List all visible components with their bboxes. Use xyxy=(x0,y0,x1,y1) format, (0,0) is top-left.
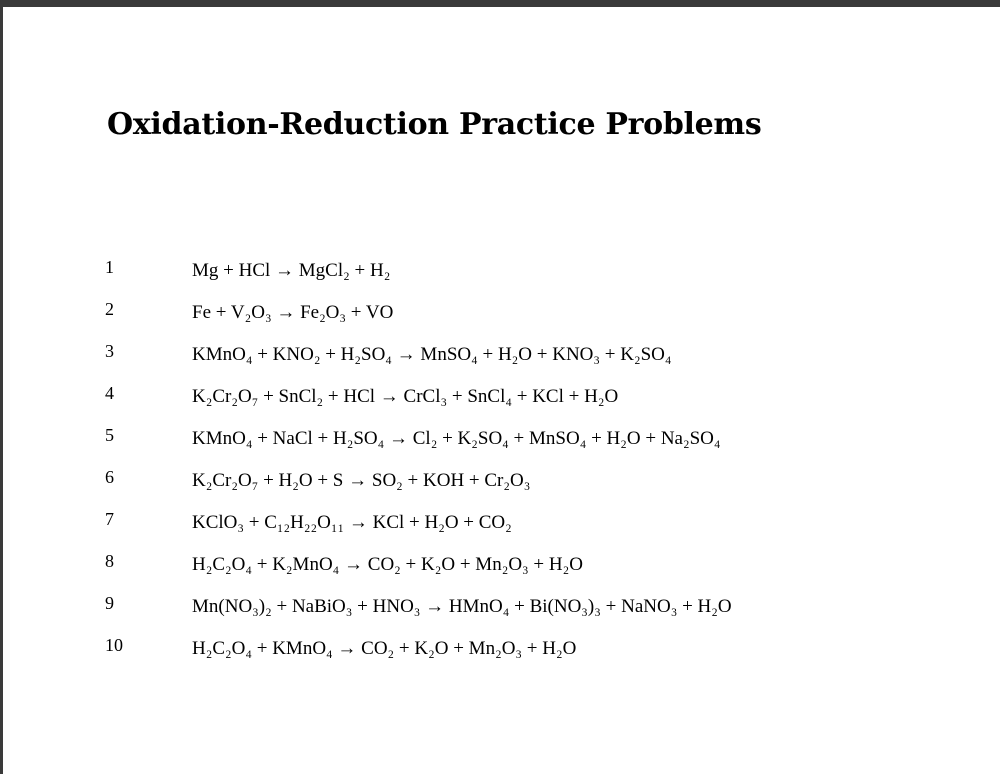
problem-equation: H₂C₂O₄ + KMnO₄ → CO₂ + K₂O + Mn₂O₃ + H₂O xyxy=(192,638,577,659)
problem-row-4 xyxy=(3,383,1000,425)
problem-row-7 xyxy=(3,509,1000,551)
problem-equation: K₂Cr₂O₇ + H₂O + S → SO₂ + KOH + Cr₂O₃ xyxy=(192,470,531,491)
problem-number: 5 xyxy=(105,425,114,445)
problem-row-5 xyxy=(3,425,1000,467)
problem-row-3 xyxy=(3,341,1000,383)
problem-number: 9 xyxy=(105,593,114,613)
problem-number: 10 xyxy=(105,635,123,655)
problem-number: 7 xyxy=(105,509,114,529)
problem-row-9 xyxy=(3,593,1000,635)
problem-equation: KMnO₄ + KNO₂ + H₂SO₄ → MnSO₄ + H₂O + KNO₃ + K₂SO₄ xyxy=(192,344,672,365)
problem-equation: H₂C₂O₄ + K₂MnO₄ → CO₂ + K₂O + Mn₂O₃ + H₂O xyxy=(192,554,583,575)
problem-equation: Mg + HCl → MgCl₂ + H₂ xyxy=(192,260,391,281)
problem-equation: K₂Cr₂O₇ + SnCl₂ + HCl → CrCl₃ + SnCl₄ + KCl + H₂O xyxy=(192,386,619,407)
problem-row-1 xyxy=(3,257,1000,299)
problem-equation: KClO₃ + C₁₂H₂₂O₁₁ → KCl + H₂O + CO₂ xyxy=(192,512,512,533)
problem-row-8 xyxy=(3,551,1000,593)
problem-number: 6 xyxy=(105,467,114,487)
problem-number: 8 xyxy=(105,551,114,571)
problem-number: 3 xyxy=(105,341,114,361)
problem-list xyxy=(3,257,1000,677)
problem-number: 4 xyxy=(105,383,114,403)
document-page xyxy=(3,7,1000,774)
page-title: Oxidation-Reduction Practice Problems xyxy=(107,107,762,142)
problem-row-6 xyxy=(3,467,1000,509)
problem-row-10 xyxy=(3,635,1000,677)
problem-number: 1 xyxy=(105,257,114,277)
problem-number: 2 xyxy=(105,299,114,319)
problem-equation: Fe + V₂O₃ → Fe₂O₃ + VO xyxy=(192,302,394,323)
problem-equation: KMnO₄ + NaCl + H₂SO₄ → Cl₂ + K₂SO₄ + MnSO₄ + H₂O + Na₂SO₄ xyxy=(192,428,721,449)
problem-equation: Mn(NO₃)₂ + NaBiO₃ + HNO₃ → HMnO₄ + Bi(NO₃)₃ + NaNO₃ + H₂O xyxy=(192,596,732,617)
problem-row-2 xyxy=(3,299,1000,341)
